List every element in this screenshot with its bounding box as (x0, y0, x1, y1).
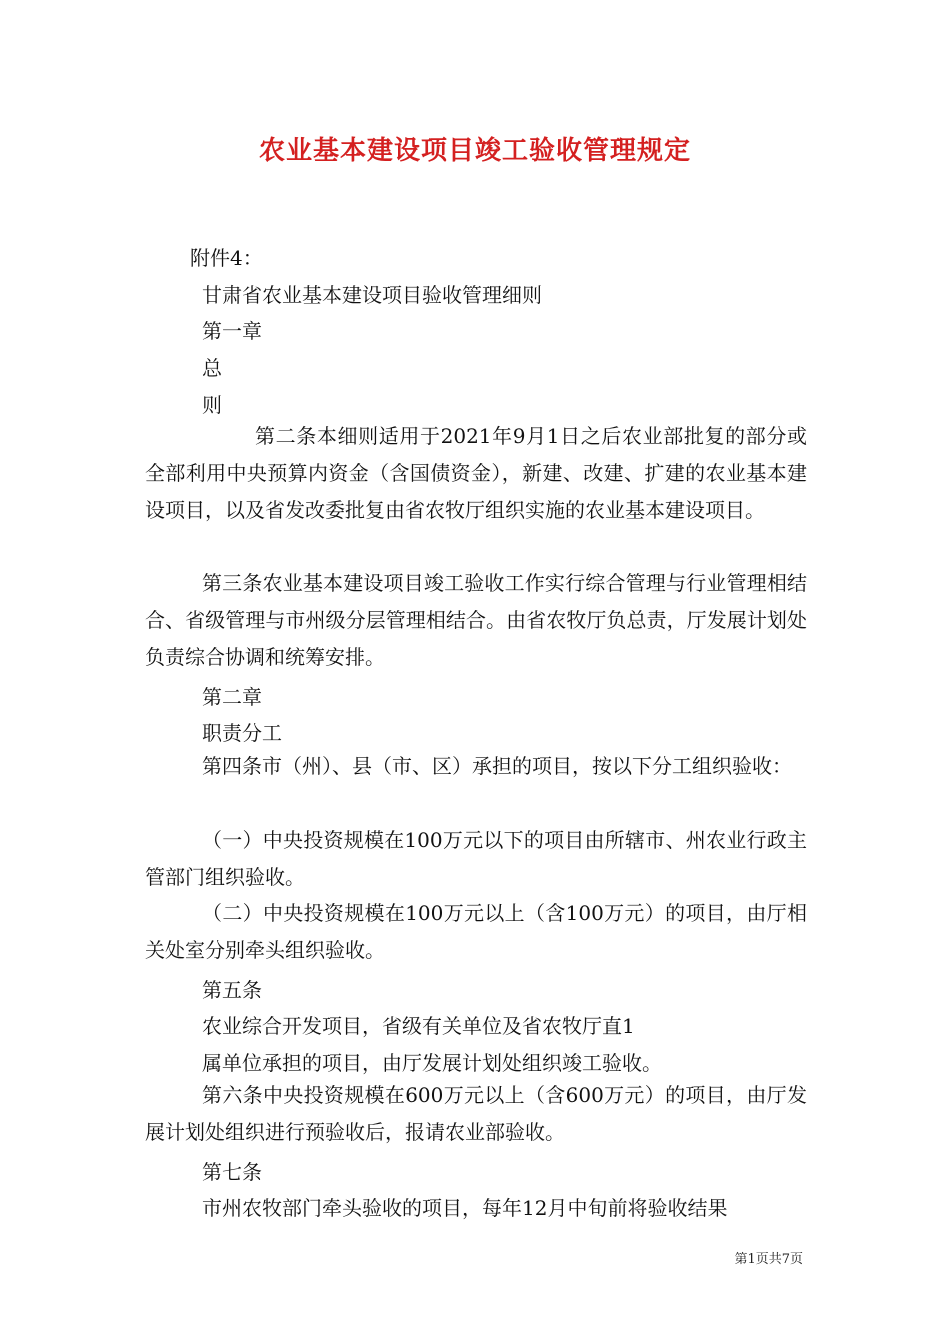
chapter-2-name: 职责分工 (202, 721, 282, 745)
article-4-item-1: （一）中央投资规模在100万元以下的项目由所辖市、州农业行政主管部门组织验收。 (145, 828, 807, 889)
chapter-1-name-first: 总 (202, 356, 222, 380)
article-7-heading: 第七条 (202, 1160, 262, 1184)
article-5-line-2: 属单位承担的项目，由厅发展计划处组织竣工验收。 (202, 1051, 662, 1075)
article-4-item-2: （二）中央投资规模在100万元以上（含100万元）的项目，由厅相关处室分别牵头组织验收。 (145, 901, 807, 962)
article-3-paragraph: 第三条农业基本建设项目竣工验收工作实行综合管理与行业管理相结合、省级管理与市州级分层管理相结合。由省农牧厅负总责，厅发展计划处负责综合协调和统筹安排。 (145, 571, 807, 669)
chapter-2-heading: 第二章 (202, 685, 262, 709)
page-number-footer: 第1页共7页 (734, 1252, 803, 1267)
article-2-paragraph: 第二条本细则适用于2021年9月1日之后农业部批复的部分或全部利用中央预算内资金（含国债资金），新建、改建、扩建的农业基本建设项目，以及省发改委批复由省农牧厅组织实施的农业基本建设项目。 (145, 424, 807, 522)
article-5-heading: 第五条 (202, 978, 262, 1002)
document-title: 农业基本建设项目竣工验收管理规定 (258, 136, 691, 166)
article-5-line-1: 农业综合开发项目，省级有关单位及省农牧厅直1 (202, 1014, 635, 1038)
article-4-paragraph: 第四条市（州）、县（市、区）承担的项目，按以下分工组织验收： (202, 754, 792, 778)
chapter-1-name-second: 则 (202, 393, 222, 417)
attachment-label: 附件4： (190, 246, 263, 270)
article-6-paragraph: 第六条中央投资规模在600万元以上（含600万元）的项目，由厅发展计划处组织进行预验收后，报请农业部验收。 (145, 1083, 807, 1144)
chapter-1-heading: 第一章 (202, 319, 262, 343)
article-7-text: 市州农牧部门牵头验收的项目，每年12月中旬前将验收结果 (202, 1196, 728, 1220)
document-subtitle: 甘肃省农业基本建设项目验收管理细则 (202, 283, 542, 307)
